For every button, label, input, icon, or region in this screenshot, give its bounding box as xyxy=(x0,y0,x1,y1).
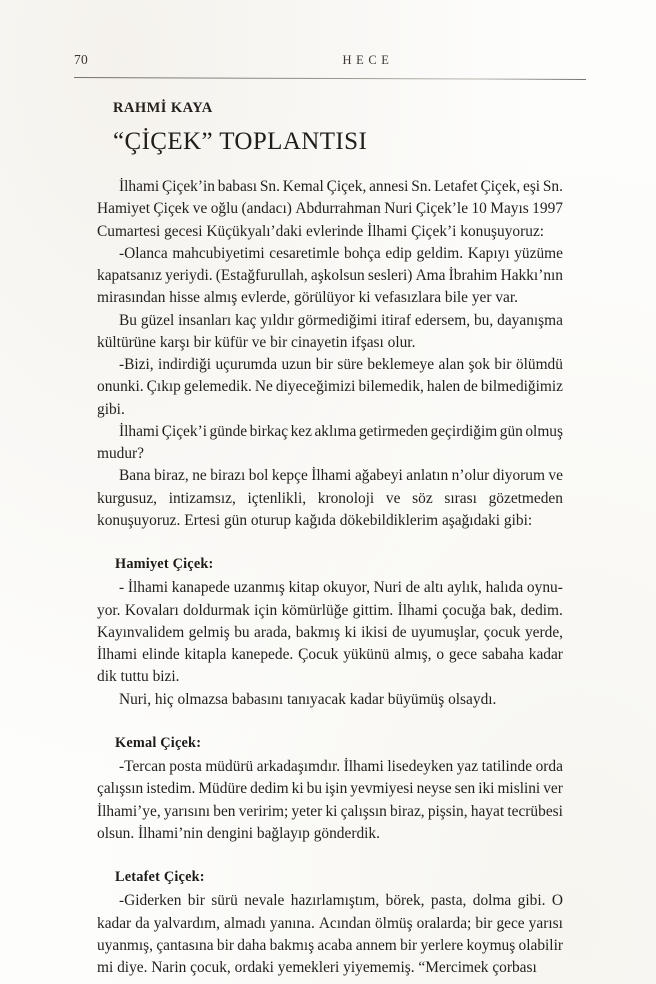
text-line: Nuri, hiç olmazsa babasını tanıyacak kadar büyümüş olsaydı. xyxy=(119,690,497,708)
text-line: dik tuttu bizi. xyxy=(97,668,180,686)
text-line: Hamiyet Çiçek ve oğlu (andacı) Abdurrahman Nuri Çiçek’le 10 Mayıs 1997 xyxy=(97,200,563,218)
text-line: Bana biraz, ne birazı bol kepçe İlhami ağabeyi anlatın n’olur diyorum ve xyxy=(119,467,563,485)
paragraph-2 xyxy=(97,310,563,355)
text-line: mirasından hisse almış evlerde, görülüyor ki vefasızlara bile yer var. xyxy=(97,289,518,307)
article-body xyxy=(97,176,563,979)
text-line: kadar da yalvardım, almadı yanına. Acından ölmüş oralarda; bir gece yarısı xyxy=(97,914,563,932)
section-letafet-heading: Letafet Çiçek: xyxy=(115,869,205,885)
section-kemal-heading: Kemal Çiçek: xyxy=(115,734,202,751)
text-line: - İlhami kanapede uzanmış kitap okuyor, Nuri de altı aylık, halıda oynu- xyxy=(119,579,563,597)
text-line: mudur? xyxy=(97,445,145,462)
text-line: kurgusuz, intizamsız, içtenlikli, kronoloji ve söz sırası gözetmeden xyxy=(97,489,563,507)
quote-paragraph-1 xyxy=(97,243,563,310)
author-byline: RAHMİ KAYA xyxy=(113,100,213,116)
text-line: İlhami’ye, yarısını ben veririm; yeter ki çalışsın biraz, pişsin, hayat tecrübesi xyxy=(97,802,563,820)
page-number: 70 xyxy=(74,52,88,67)
text-line: gibi. xyxy=(97,400,125,418)
text-line: uyanmış, çantasına bir daha bakmış acaba annem bir yerlere koymuş olabilir xyxy=(97,936,563,954)
journal-name: HECE xyxy=(342,53,394,67)
letafet-paragraph-1 xyxy=(97,890,563,979)
text-line: -Olanca mahcubiyetimi cesaretimle bohça edip geldim. Kapıyı yüzüme xyxy=(119,244,563,262)
paragraph-5 xyxy=(97,465,563,532)
text-line: Bu güzel insanları kaç yıldır görmediğimi itiraf edersem, bu, dayanışma xyxy=(119,311,563,329)
paragraph-3 xyxy=(97,354,563,421)
article-title: “ÇİÇEK” TOPLANTISI xyxy=(113,128,368,155)
text-line: Cumartesi gecesi Küçükyalı’daki evlerinde İlhami Çiçek’i konuşuyoruz: xyxy=(97,222,545,240)
hamiyet-paragraph-1 xyxy=(97,577,563,688)
text-line: konuşuyoruz. Ertesi gün oturup kağıda dökebildiklerim aşağıdaki gibi: xyxy=(97,511,533,529)
text-line: -Bizi, indirdiği uçurumda uzun bir süre beklemeye alan şok bir ölümdü xyxy=(119,356,563,373)
text-line: mi diye. Narin çocuk, ordaki yemekleri yiyememiş. “Mercimek çorbası xyxy=(97,959,537,976)
text-line: İlhami Çiçek’i günde birkaç kez aklıma getirmeden geçirdiğim gün olmuş xyxy=(119,422,563,440)
text-line: onunki. Çıkıp gelemedik. Ne diyeceğimizi bilemedik, halen de bilmediğimiz xyxy=(97,378,563,396)
paragraph-4 xyxy=(97,421,563,466)
text-line: -Giderken bir sürü nevale hazırlamıştım, börek, pasta, dolma gibi. O xyxy=(119,892,563,910)
text-line: İlhami elinde kitapla kanepede. Çocuk yükünü almış, o gece sabaha kadar xyxy=(97,646,563,663)
text-line: çalışsın istedim. Müdüre dedim ki bu işin yevmiyesi neyse sen iki mislini ver xyxy=(97,780,563,798)
text-line: olsun. İlhami’nin dengini bağlayıp gönderdik. xyxy=(97,824,380,842)
text-line: Kayınvalidem gelmiş bu arada, bakmış ki ikisi de uyumuşlar, çocuk yerde, xyxy=(97,623,563,641)
text-line: -Tercan posta müdürü arkadaşımdır. İlhami lisedeyken yaz tatilinde orda xyxy=(119,758,563,775)
kemal-paragraph-1 xyxy=(97,756,563,845)
text-line: kültürüne karşı bir küfür ve bir cinayetin ifşası olur. xyxy=(97,333,416,351)
running-head xyxy=(74,52,584,78)
text-line: yor. Kovaları doldurmak için kömürlüğe gittim. İlhami çocuğa bak, dedim. xyxy=(97,601,563,619)
text-flow xyxy=(97,176,563,979)
section-hamiyet-heading: Hamiyet Çiçek: xyxy=(115,556,214,572)
hamiyet-paragraph-2 xyxy=(97,689,563,711)
text-line: İlhami Çiçek’in babası Sn. Kemal Çiçek, annesi Sn. Letafet Çiçek, eşi Sn. xyxy=(119,178,563,195)
text-line: kapatsanız yeriydi. (Estağfurullah, aşkolsun sesleri) Ama İbrahim Hakkı’nın xyxy=(97,267,563,284)
intro-paragraph xyxy=(97,176,563,243)
